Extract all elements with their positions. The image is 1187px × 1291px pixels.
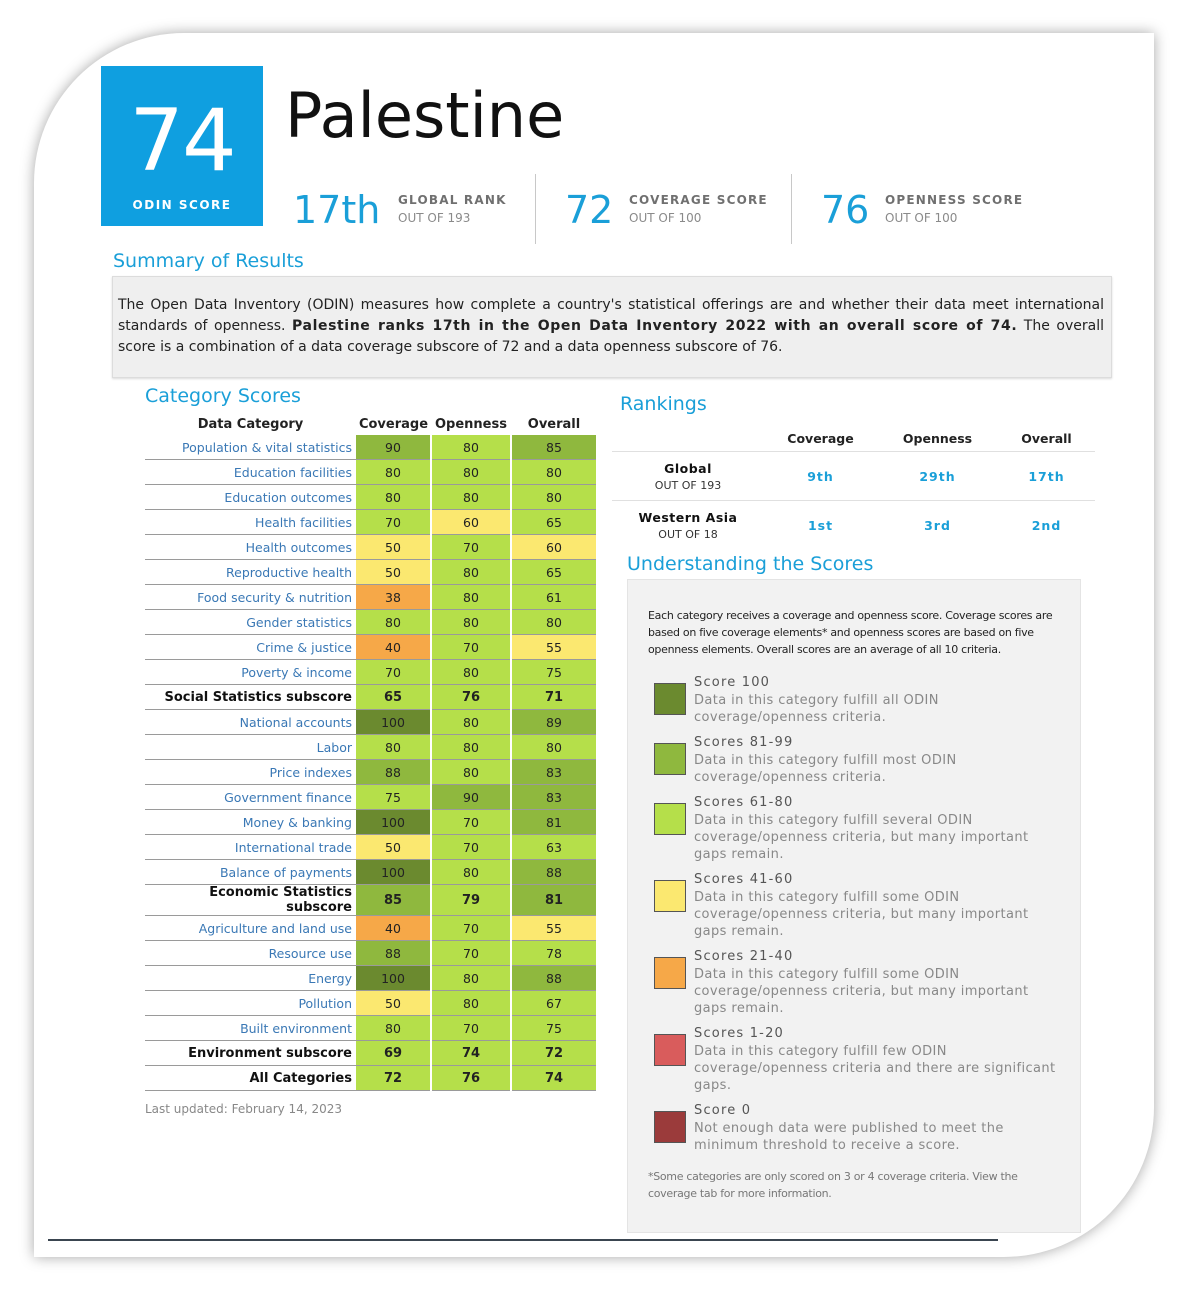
rankings-header-openness: Openness [902, 430, 973, 446]
category-name: Population & vital statistics [145, 435, 356, 460]
overall-score-cell: 72 [511, 1041, 597, 1066]
understanding-title: Understanding the Scores [627, 553, 874, 575]
coverage-score-cell: 100 [356, 966, 431, 991]
table-row [145, 991, 597, 1016]
col-header-openness: Openness [435, 417, 507, 432]
table-row [145, 941, 597, 966]
category-name: All Categories [145, 1066, 356, 1091]
overall-score-cell: 85 [511, 435, 597, 460]
legend-swatch [654, 683, 686, 715]
odin-score-value: 74 [129, 91, 235, 191]
rankings-header-row [612, 425, 1095, 452]
openness-score-cell: 74 [431, 1041, 511, 1066]
overall-score-cell: 80 [511, 485, 597, 510]
category-name: Gender statistics [145, 610, 356, 635]
table-row [145, 966, 597, 991]
overall-score-cell: 61 [511, 585, 597, 610]
rankings-row-region [612, 501, 1095, 550]
rankings-label: Global [664, 460, 712, 476]
category-scores-body [145, 435, 597, 1091]
legend-desc: Not enough data were published to meet the minimum threshold to receive a score. [694, 1121, 1004, 1153]
category-name: Built environment [145, 1016, 356, 1041]
legend-footnote: *Some categories are only scored on 3 or 4 coverage criteria. View the coverage tab for more information. [648, 1170, 1018, 1200]
summary-text-rest: The overall score is a combination of a data coverage subscore of 72 and a data openness subscore of 76. [118, 318, 1104, 355]
table-row [145, 460, 597, 485]
coverage-score-cell: 80 [356, 735, 431, 760]
overall-score-cell: 55 [511, 916, 597, 941]
category-scores-table [145, 414, 598, 1091]
subscore-row [145, 1041, 597, 1066]
overall-score-cell: 67 [511, 991, 597, 1016]
table-row [145, 610, 597, 635]
odin-score-box [101, 66, 263, 226]
table-header-row [145, 414, 597, 435]
openness-score-cell: 80 [431, 860, 511, 885]
coverage-score-cell: 100 [356, 810, 431, 835]
rankings-title: Rankings [620, 393, 707, 415]
overall-score-cell: 78 [511, 941, 597, 966]
coverage-score-cell: 85 [356, 885, 431, 916]
kpi-separator [535, 174, 536, 244]
rank-coverage: 9th [764, 452, 877, 501]
openness-score-cell: 80 [431, 460, 511, 485]
overall-score-cell: 75 [511, 660, 597, 685]
legend-desc: Data in this category fulfill all ODIN coverage/openness criteria. [694, 693, 939, 725]
openness-score-cell: 80 [431, 735, 511, 760]
global-rank-title: GLOBAL RANK [398, 193, 507, 207]
overall-score-cell: 63 [511, 835, 597, 860]
category-name: Price indexes [145, 760, 356, 785]
coverage-score-cell: 100 [356, 710, 431, 735]
openness-score-cell: 80 [431, 585, 511, 610]
openness-score-cell: 70 [431, 635, 511, 660]
rank-openness: 3rd [877, 501, 998, 550]
rank-openness: 29th [877, 452, 998, 501]
category-name: Environment subscore [145, 1041, 356, 1066]
table-row [145, 760, 597, 785]
coverage-score-title: COVERAGE SCORE [629, 193, 768, 207]
category-name: Money & banking [145, 810, 356, 835]
table-row [145, 635, 597, 660]
overall-score-cell: 88 [511, 966, 597, 991]
table-row [145, 810, 597, 835]
coverage-score-cell: 75 [356, 785, 431, 810]
openness-score-cell: 60 [431, 510, 511, 535]
category-name: Labor [145, 735, 356, 760]
legend-title: Score 100 [694, 675, 771, 690]
col-header-category: Data Category [197, 417, 304, 432]
rankings-row-global [612, 452, 1095, 501]
overall-score-cell: 71 [511, 685, 597, 710]
table-row [145, 735, 597, 760]
rankings-header-blank [612, 425, 764, 452]
openness-score-cell: 76 [431, 685, 511, 710]
summary-text-highlight: Palestine ranks 17th in the Open Data Inventory 2022 with an overall score of 74. [292, 318, 1018, 334]
legend-swatch [654, 803, 686, 835]
coverage-score-cell: 90 [356, 435, 431, 460]
category-name: Education facilities [145, 460, 356, 485]
rankings-row-label [612, 501, 764, 550]
legend-desc: Data in this category fulfill some ODIN coverage/openness criteria, but many important gaps remain. [694, 967, 1029, 1016]
overall-score-cell: 80 [511, 610, 597, 635]
overall-score-cell: 74 [511, 1066, 597, 1091]
coverage-score-cell: 88 [356, 760, 431, 785]
overall-score-cell: 83 [511, 760, 597, 785]
overall-score-cell: 75 [511, 1016, 597, 1041]
category-name: Health facilities [145, 510, 356, 535]
rank-overall: 2nd [998, 501, 1095, 550]
category-scores-title: Category Scores [145, 385, 301, 407]
openness-score-cell: 70 [431, 1016, 511, 1041]
legend-swatch [654, 743, 686, 775]
table-row [145, 860, 597, 885]
legend-swatch [654, 880, 686, 912]
category-name: Poverty & income [145, 660, 356, 685]
coverage-score-cell: 50 [356, 535, 431, 560]
table-row [145, 660, 597, 685]
odin-score-label: ODIN SCORE [132, 198, 232, 212]
coverage-score-cell: 80 [356, 485, 431, 510]
legend-intro: Each category receives a coverage and openness score. Coverage scores are based on five coverage elements* and openness scores are based on five openness elements. Overall scores are an average of all 10 criteria. [648, 609, 1053, 656]
openness-score-cell: 80 [431, 560, 511, 585]
openness-score-cell: 70 [431, 535, 511, 560]
table-row [145, 1016, 597, 1041]
openness-score-value: 76 [821, 188, 870, 232]
rankings-label: Western Asia [638, 509, 738, 525]
coverage-score-cell: 50 [356, 560, 431, 585]
category-name: International trade [145, 835, 356, 860]
coverage-score-cell: 40 [356, 916, 431, 941]
category-name: Resource use [145, 941, 356, 966]
overall-score-cell: 65 [511, 510, 597, 535]
rankings-header-overall: Overall [1021, 430, 1072, 446]
openness-score-cell: 80 [431, 991, 511, 1016]
openness-score-cell: 70 [431, 810, 511, 835]
legend-title: Scores 41-60 [694, 872, 794, 887]
openness-score-cell: 80 [431, 760, 511, 785]
overall-score-cell: 80 [511, 460, 597, 485]
coverage-score-cell: 80 [356, 610, 431, 635]
overall-score-cell: 81 [511, 885, 597, 916]
rankings-table [612, 425, 1095, 549]
summary-text [118, 295, 1104, 358]
category-name: Agriculture and land use [145, 916, 356, 941]
legend-swatch [654, 957, 686, 989]
subscore-row [145, 685, 597, 710]
legend-desc: Data in this category fulfill several ODIN coverage/openness criteria, but many important gaps remain. [694, 813, 1029, 862]
coverage-score-cell: 88 [356, 941, 431, 966]
coverage-score-cell: 50 [356, 835, 431, 860]
openness-score-cell: 80 [431, 485, 511, 510]
subscore-row [145, 1066, 597, 1091]
summary-text-intro: The Open Data Inventory (ODIN) measures how complete a country's statistical offerings are and whether their data meet international standards of openness. [118, 297, 1104, 334]
table-row [145, 835, 597, 860]
table-row [145, 510, 597, 535]
overall-score-cell: 55 [511, 635, 597, 660]
coverage-score-cell: 69 [356, 1041, 431, 1066]
openness-score-cell: 80 [431, 610, 511, 635]
coverage-score-cell: 80 [356, 460, 431, 485]
coverage-score-value: 72 [565, 188, 614, 232]
coverage-score-cell: 38 [356, 585, 431, 610]
bottom-rule [48, 1239, 998, 1241]
overall-score-cell: 88 [511, 860, 597, 885]
rankings-sub: OUT OF 18 [658, 527, 718, 541]
coverage-score-cell: 65 [356, 685, 431, 710]
category-name: Social Statistics subscore [145, 685, 356, 710]
category-name: Crime & justice [145, 635, 356, 660]
legend-swatch [654, 1111, 686, 1143]
rankings-sub: OUT OF 193 [654, 478, 722, 492]
openness-score-cell: 70 [431, 941, 511, 966]
table-row [145, 785, 597, 810]
table-row [145, 560, 597, 585]
table-row [145, 916, 597, 941]
category-name: Government finance [145, 785, 356, 810]
category-name: Education outcomes [145, 485, 356, 510]
category-name: Energy [145, 966, 356, 991]
col-header-coverage: Coverage [358, 417, 429, 432]
overall-score-cell: 65 [511, 560, 597, 585]
subscore-row [145, 885, 597, 916]
rankings-header-coverage: Coverage [787, 430, 854, 446]
table-row [145, 485, 597, 510]
legend-swatch [654, 1034, 686, 1066]
coverage-score-cell: 100 [356, 860, 431, 885]
table-row [145, 585, 597, 610]
global-rank-sub: OUT OF 193 [398, 211, 471, 225]
openness-score-cell: 76 [431, 1066, 511, 1091]
coverage-score-cell: 70 [356, 510, 431, 535]
coverage-score-sub: OUT OF 100 [629, 211, 702, 225]
openness-score-cell: 80 [431, 660, 511, 685]
openness-score-cell: 80 [431, 435, 511, 460]
table-row [145, 710, 597, 735]
table-row [145, 535, 597, 560]
openness-score-title: OPENNESS SCORE [885, 193, 1024, 207]
openness-score-sub: OUT OF 100 [885, 211, 958, 225]
overall-score-cell: 81 [511, 810, 597, 835]
coverage-score-cell: 40 [356, 635, 431, 660]
category-name: Pollution [145, 991, 356, 1016]
rankings-row-label [612, 452, 764, 501]
legend-title: Scores 21-40 [694, 949, 794, 964]
legend-title: Scores 61-80 [694, 795, 794, 810]
category-name: Economic Statistics subscore [145, 885, 356, 916]
openness-score-cell: 80 [431, 710, 511, 735]
category-name: Food security & nutrition [145, 585, 356, 610]
openness-score-cell: 80 [431, 966, 511, 991]
category-name: Balance of payments [145, 860, 356, 885]
overall-score-cell: 83 [511, 785, 597, 810]
table-row [145, 435, 597, 460]
openness-score-cell: 90 [431, 785, 511, 810]
openness-score-cell: 70 [431, 835, 511, 860]
category-name: Reproductive health [145, 560, 356, 585]
legend-desc: Data in this category fulfill most ODIN coverage/openness criteria. [694, 753, 957, 785]
category-name: Health outcomes [145, 535, 356, 560]
coverage-score-cell: 80 [356, 1016, 431, 1041]
rank-overall: 17th [998, 452, 1095, 501]
overall-score-cell: 89 [511, 710, 597, 735]
kpi-separator [791, 174, 792, 244]
last-updated: Last updated: February 14, 2023 [145, 1102, 342, 1116]
col-header-overall: Overall [527, 417, 581, 432]
category-name: National accounts [145, 710, 356, 735]
rank-coverage: 1st [764, 501, 877, 550]
legend-title: Score 0 [694, 1103, 752, 1118]
summary-title: Summary of Results [113, 250, 304, 272]
legend-desc: Data in this category fulfill few ODIN coverage/openness criteria and there are significant gaps. [694, 1044, 1056, 1093]
overall-score-cell: 80 [511, 735, 597, 760]
legend-title: Scores 1-20 [694, 1026, 785, 1041]
legend-title: Scores 81-99 [694, 735, 794, 750]
coverage-score-cell: 50 [356, 991, 431, 1016]
coverage-score-cell: 70 [356, 660, 431, 685]
country-title: Palestine [285, 79, 565, 152]
legend-desc: Data in this category fulfill some ODIN coverage/openness criteria, but many important gaps remain. [694, 890, 1029, 939]
openness-score-cell: 79 [431, 885, 511, 916]
overall-score-cell: 60 [511, 535, 597, 560]
openness-score-cell: 70 [431, 916, 511, 941]
global-rank-value: 17th [293, 188, 381, 232]
coverage-score-cell: 72 [356, 1066, 431, 1091]
